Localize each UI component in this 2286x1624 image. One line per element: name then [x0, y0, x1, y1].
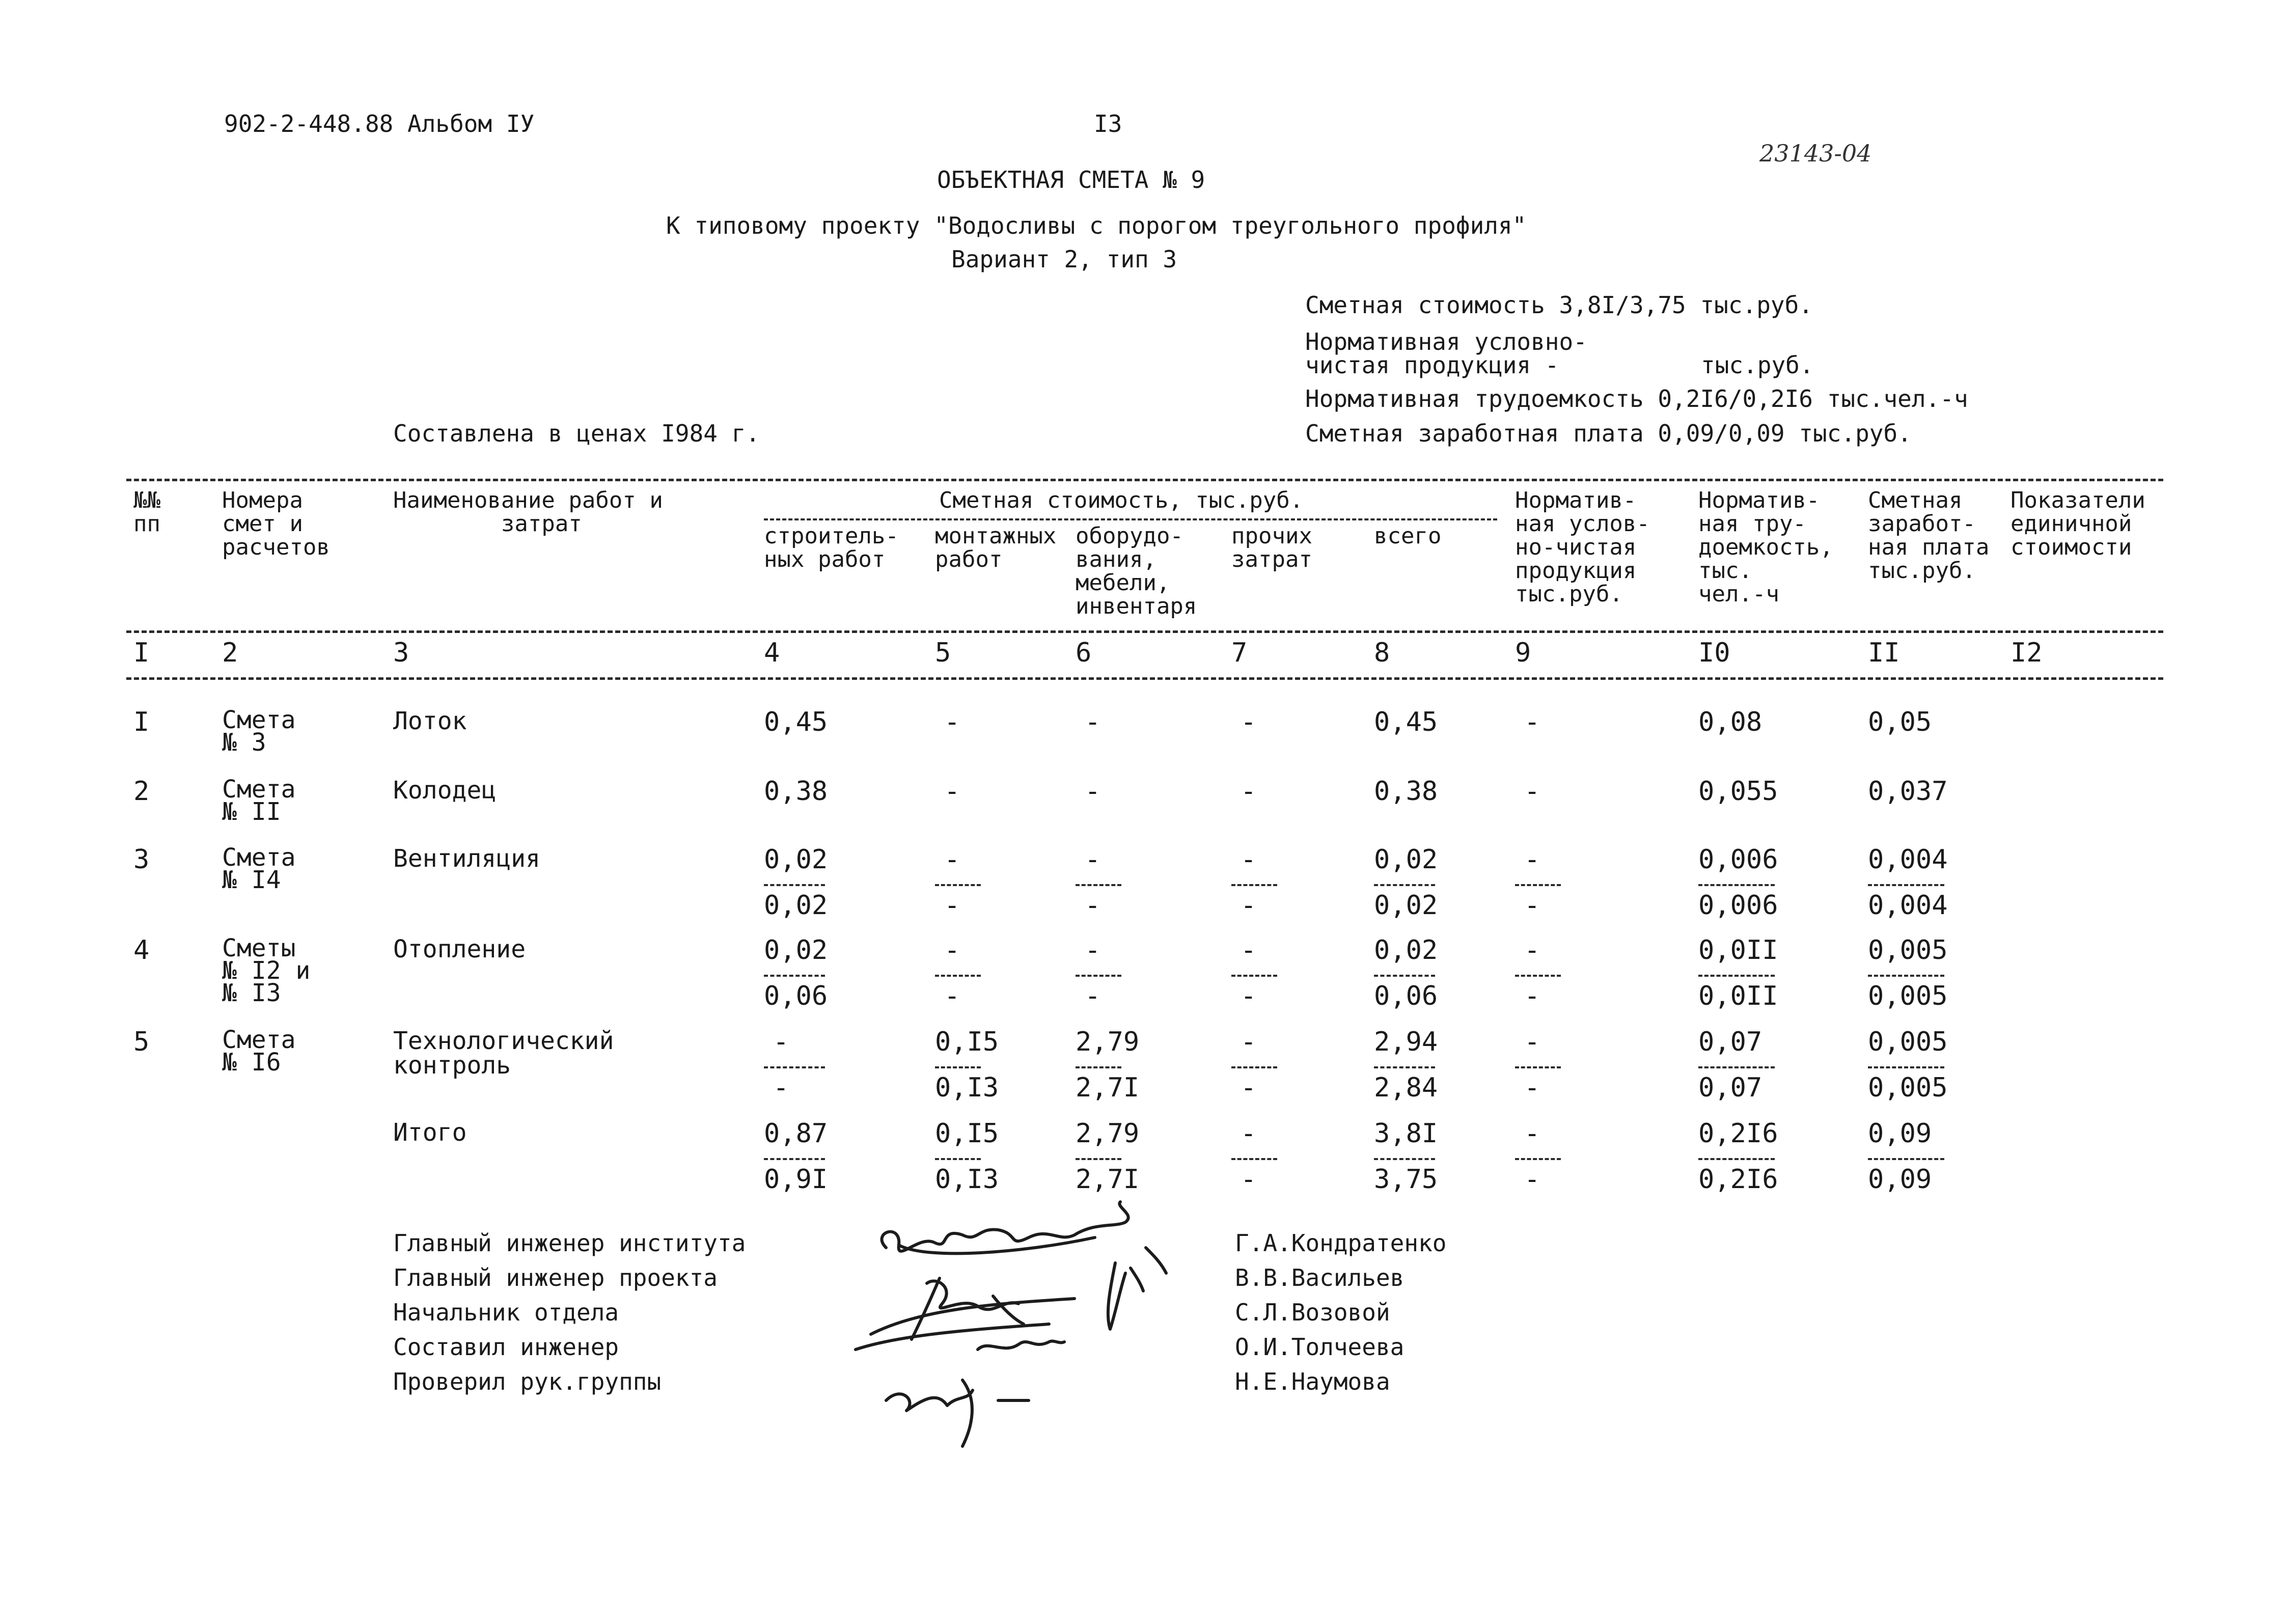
cell-value-alt: -	[1524, 981, 1540, 1011]
fraction-divider	[1231, 975, 1277, 977]
header-col11: Сметная заработ- ная плата тыс.руб.	[1868, 487, 1990, 584]
cell-value-alt: 0,005	[1868, 981, 1948, 1011]
cell-value: 0,02	[1374, 935, 1438, 966]
table-top-rule	[126, 479, 2163, 481]
summary-net-line1: Нормативная условно-	[1305, 328, 1587, 355]
cell-value-alt: 0,06	[764, 981, 828, 1011]
row-number: 5	[133, 1027, 150, 1057]
cell-value: 0,02	[764, 844, 828, 875]
cell-value: 0,02	[764, 935, 828, 966]
header-col3: Наименование работ и затрат	[393, 487, 663, 537]
table-colnum-rule	[126, 677, 2163, 680]
fraction-divider	[1515, 884, 1561, 886]
fraction-divider	[1868, 1158, 1944, 1160]
cell-value: -	[1241, 707, 1257, 737]
fraction-divider	[1076, 884, 1121, 886]
cell-value-alt: -	[944, 890, 960, 921]
signatory-name: Н.Е.Наумова	[1235, 1368, 1390, 1395]
work-name: Вентиляция	[393, 844, 540, 873]
signatory-name: В.В.Васильев	[1235, 1264, 1404, 1291]
cell-value-alt: -	[1085, 981, 1101, 1011]
cell-value-alt: 0,06	[1374, 981, 1438, 1011]
cell-value: -	[1241, 776, 1257, 807]
cell-value: -	[1524, 935, 1540, 966]
cell-value-alt: 0,I3	[935, 1164, 999, 1195]
row-number: 3	[133, 844, 150, 875]
fraction-divider	[1076, 1066, 1121, 1068]
summary-wage: Сметная заработная плата 0,09/0,09 тыс.руб.	[1305, 420, 1912, 447]
cell-value-alt: 0,006	[1698, 890, 1778, 921]
table-header-rule	[126, 630, 2163, 633]
fraction-divider	[935, 1158, 981, 1160]
header-col9: Норматив- ная услов- но-чистая продукция тыс.руб.	[1515, 487, 1650, 607]
cell-value: 0,I5	[935, 1118, 999, 1149]
cell-value: 0,2I6	[1698, 1118, 1778, 1149]
cell-value: 2,94	[1374, 1027, 1438, 1057]
column-number: 6	[1076, 638, 1092, 668]
header-col10: Норматив- ная тру- доемкость, тыс. чел.-ч	[1698, 487, 1833, 607]
cell-value: -	[1085, 844, 1101, 875]
cell-value: 2,79	[1076, 1027, 1140, 1057]
cell-value-alt: -	[1241, 890, 1257, 921]
cell-value: 0,02	[1374, 844, 1438, 875]
cell-value: 0,004	[1868, 844, 1948, 875]
header-col5: монтажных работ	[935, 523, 1057, 572]
fraction-divider	[1868, 884, 1944, 886]
variant-label: Вариант 2, тип 3	[951, 245, 1177, 273]
estimate-reference: Смета № 3	[222, 706, 296, 757]
signature-role: Начальник отдела	[393, 1299, 619, 1326]
fraction-divider	[1698, 884, 1775, 886]
cell-value-alt: 0,I3	[935, 1072, 999, 1103]
cell-value-alt: -	[1241, 1164, 1257, 1195]
cell-value: -	[944, 776, 960, 807]
signature-role: Составил инженер	[393, 1333, 619, 1361]
cell-value-alt: 0,0II	[1698, 981, 1778, 1011]
cell-value: -	[944, 844, 960, 875]
estimate-reference: Смета № II	[222, 775, 296, 826]
signature-role: Главный инженер проекта	[393, 1264, 718, 1291]
cell-value: 3,8I	[1374, 1118, 1438, 1149]
cell-value-alt: -	[1085, 890, 1101, 921]
fraction-divider	[1868, 975, 1944, 977]
row-number: 4	[133, 935, 150, 966]
work-name: Колодец	[393, 776, 497, 805]
document-code: 902-2-448.88 Альбом IУ	[224, 110, 535, 137]
cell-value: -	[1524, 707, 1540, 737]
fraction-divider	[1076, 1158, 1121, 1160]
fraction-divider	[1698, 975, 1775, 977]
cell-value: 0,055	[1698, 776, 1778, 807]
column-number: 4	[764, 638, 780, 668]
cell-value-alt: -	[1524, 1072, 1540, 1103]
cell-value-alt: 0,07	[1698, 1072, 1762, 1103]
fraction-divider	[1515, 1158, 1561, 1160]
cell-value: 0,005	[1868, 935, 1948, 966]
column-number: I	[133, 638, 150, 668]
cell-value-alt: 0,02	[1374, 890, 1438, 921]
fraction-divider	[1698, 1066, 1775, 1068]
fraction-divider	[935, 1066, 981, 1068]
fraction-divider	[1231, 1158, 1277, 1160]
project-subtitle: К типовому проекту "Водосливы с порогом треугольного профиля"	[666, 212, 1527, 239]
header-col8: всего	[1374, 523, 1442, 549]
cell-value: 0,08	[1698, 707, 1762, 737]
cell-value: -	[1524, 844, 1540, 875]
cell-value-alt: -	[1241, 981, 1257, 1011]
work-name: Отопление	[393, 935, 526, 964]
cell-value: 0,87	[764, 1118, 828, 1149]
work-name: Технологический контроль	[393, 1027, 614, 1080]
cell-value-alt: 0,09	[1868, 1164, 1932, 1195]
work-name: Итого	[393, 1118, 467, 1147]
cell-value: 0,006	[1698, 844, 1778, 875]
handwritten-signatures	[810, 1187, 1217, 1451]
fraction-divider	[1374, 1158, 1435, 1160]
cell-value: -	[773, 1027, 789, 1057]
header-col2: Номера смет и расчетов	[222, 487, 330, 560]
header-cost-group: Сметная стоимость, тыс.руб.	[936, 489, 1306, 512]
column-number: 8	[1374, 638, 1390, 668]
summary-net-unit: тыс.руб.	[1701, 351, 1814, 379]
cell-value: -	[1085, 935, 1101, 966]
column-number: 7	[1231, 638, 1248, 668]
cell-value-alt: -	[1524, 890, 1540, 921]
cell-value-alt: 0,004	[1868, 890, 1948, 921]
fraction-divider	[764, 884, 825, 886]
cell-value-alt: 3,75	[1374, 1164, 1438, 1195]
work-name: Лоток	[393, 707, 467, 735]
fraction-divider	[1231, 1066, 1277, 1068]
estimate-reference: Сметы № I2 и № I3	[222, 934, 311, 1007]
cell-value: 2,79	[1076, 1118, 1140, 1149]
cell-value: 0,45	[1374, 707, 1438, 737]
column-number: 9	[1515, 638, 1531, 668]
header-col6: оборудо- вания, мебели, инвентаря	[1076, 523, 1197, 619]
column-number: I2	[2010, 638, 2043, 668]
fraction-divider	[1868, 1066, 1944, 1068]
fraction-divider	[1076, 975, 1121, 977]
cell-value-alt: -	[944, 981, 960, 1011]
summary-net-line2: чистая продукция -	[1305, 351, 1559, 379]
page-number: I3	[1094, 110, 1122, 137]
group-header-rule	[764, 518, 1497, 520]
fraction-divider	[1231, 884, 1277, 886]
cell-value: 0,45	[764, 707, 828, 737]
fraction-divider	[1515, 1066, 1561, 1068]
cell-value: -	[1085, 707, 1101, 737]
cell-value-alt: -	[1241, 1072, 1257, 1103]
signature-role: Главный инженер института	[393, 1229, 746, 1257]
cell-value: -	[944, 935, 960, 966]
cell-value: -	[1241, 844, 1257, 875]
cell-value: -	[1085, 776, 1101, 807]
cell-value-alt: 0,02	[764, 890, 828, 921]
prices-note: Составлена в ценах I984 г.	[393, 420, 760, 447]
estimate-reference: Смета № I4	[222, 843, 296, 894]
row-number: 2	[133, 776, 150, 807]
cell-value: -	[1524, 1118, 1540, 1149]
cell-value: 0,037	[1868, 776, 1948, 807]
signatory-name: О.И.Толчеева	[1235, 1333, 1404, 1361]
cell-value: 0,005	[1868, 1027, 1948, 1057]
cell-value: 0,09	[1868, 1118, 1932, 1149]
fraction-divider	[1515, 975, 1561, 977]
header-col7: прочих затрат	[1231, 523, 1312, 572]
column-number: 3	[393, 638, 409, 668]
cell-value: -	[1524, 1027, 1540, 1057]
fraction-divider	[1374, 975, 1435, 977]
signatory-name: С.Л.Возовой	[1235, 1299, 1390, 1326]
signatory-name: Г.А.Кондратенко	[1235, 1229, 1447, 1257]
fraction-divider	[1374, 1066, 1435, 1068]
cell-value: 0,0II	[1698, 935, 1778, 966]
fraction-divider	[764, 975, 825, 977]
fraction-divider	[935, 975, 981, 977]
cell-value: -	[1241, 1118, 1257, 1149]
signature-role: Проверил рук.группы	[393, 1368, 662, 1395]
cell-value: 0,38	[1374, 776, 1438, 807]
column-number: 2	[222, 638, 238, 668]
cell-value-alt: 2,7I	[1076, 1072, 1140, 1103]
cell-value: 0,07	[1698, 1027, 1762, 1057]
cell-value-alt: -	[773, 1072, 789, 1103]
fraction-divider	[1374, 884, 1435, 886]
archive-stamp: 23143-04	[1759, 140, 1872, 167]
fraction-divider	[764, 1158, 825, 1160]
fraction-divider	[764, 1066, 825, 1068]
cell-value: -	[1524, 776, 1540, 807]
cell-value-alt: 0,9I	[764, 1164, 828, 1195]
fraction-divider	[935, 884, 981, 886]
cell-value-alt: 2,84	[1374, 1072, 1438, 1103]
row-number: I	[133, 707, 150, 737]
header-col1: №№ пп	[133, 487, 160, 537]
cell-value-alt: 2,7I	[1076, 1164, 1140, 1195]
cell-value-alt: -	[1524, 1164, 1540, 1195]
cell-value: -	[1241, 935, 1257, 966]
cell-value: -	[1241, 1027, 1257, 1057]
cell-value: -	[944, 707, 960, 737]
header-col12: Показатели единичной стоимости	[2010, 487, 2145, 560]
column-number: I0	[1698, 638, 1730, 668]
summary-cost: Сметная стоимость 3,8I/3,75 тыс.руб.	[1305, 291, 1813, 319]
estimate-title: ОБЪЕКТНАЯ СМЕТА № 9	[937, 166, 1205, 194]
column-number: II	[1868, 638, 1900, 668]
cell-value: 0,I5	[935, 1027, 999, 1057]
summary-labor: Нормативная трудоемкость 0,2I6/0,2I6 тыс.чел.-ч	[1305, 385, 1968, 412]
cell-value-alt: 0,2I6	[1698, 1164, 1778, 1195]
fraction-divider	[1698, 1158, 1775, 1160]
cell-value: 0,38	[764, 776, 828, 807]
cell-value-alt: 0,005	[1868, 1072, 1948, 1103]
header-col4: строитель- ных работ	[764, 523, 899, 572]
column-number: 5	[935, 638, 951, 668]
cell-value: 0,05	[1868, 707, 1932, 737]
estimate-reference: Смета № I6	[222, 1026, 296, 1077]
